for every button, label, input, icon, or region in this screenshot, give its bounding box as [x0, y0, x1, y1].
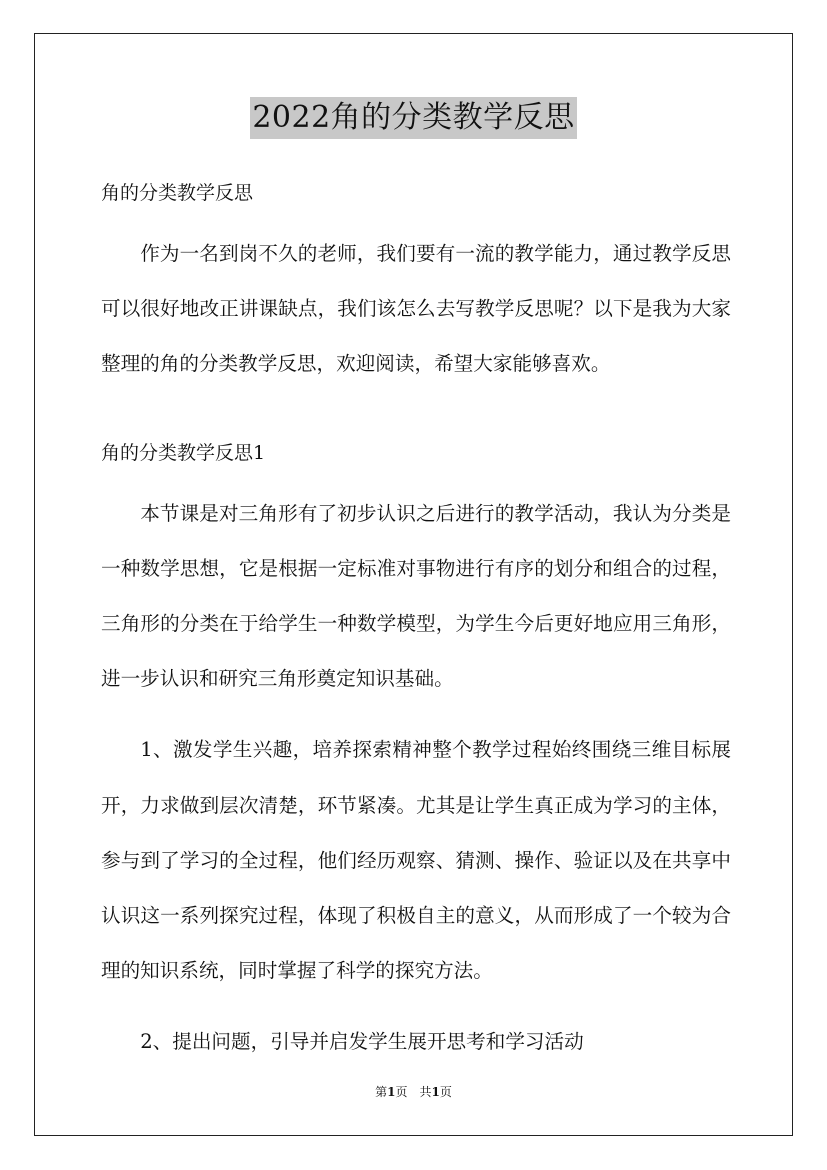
- section1-paragraph-2: 1、激发学生兴趣，培养探索精神整个教学过程始终围绕三维目标展开，力求做到层次清楚，环节紧凑。尤其是让学生真正成为学习的主体，参与到了学习的全过程，他们经历观察、猜测、操作、验证以及在共享中认识这一系列探究过程，体现了积极自主的意义，从而形成了一个较为合理的知识系统，同时掌握了科学的探究方法。: [101, 738, 731, 983]
- footer-suffix: 页: [439, 1085, 452, 1099]
- section-heading-1: 角的分类教学反思1: [101, 441, 266, 464]
- title-container: [0, 97, 827, 139]
- footer-prefix: 第: [375, 1085, 388, 1099]
- document-title: 2022角的分类教学反思: [250, 97, 576, 139]
- footer-total-pages: 1: [431, 1085, 440, 1099]
- section1-paragraph-1: 本节课是对三角形有了初步认识之后进行的教学活动，我认为分类是一种数学思想，它是根据一定标准对事物进行有序的划分和组合的过程，三角形的分类在于给学生一种数学模型，为学生今后更好地应用三角形，进一步认识和研究三角形奠定知识基础。: [101, 501, 731, 691]
- footer-mid: 页 共: [395, 1085, 432, 1099]
- intro-heading: 角的分类教学反思: [101, 182, 254, 204]
- intro-paragraph: 作为一名到岗不久的老师，我们要有一流的教学能力，通过教学反思可以很好地改正讲课缺点，我们该怎么去写教学反思呢？以下是我为大家整理的角的分类教学反思，欢迎阅读，希望大家能够喜欢。: [101, 242, 731, 376]
- page-footer: [0, 1082, 827, 1102]
- document-body: [101, 172, 731, 1070]
- footer-current-page: 1: [387, 1085, 396, 1099]
- section1-paragraph-3: 2、提出问题，引导并启发学生展开思考和学习活动: [140, 1030, 584, 1054]
